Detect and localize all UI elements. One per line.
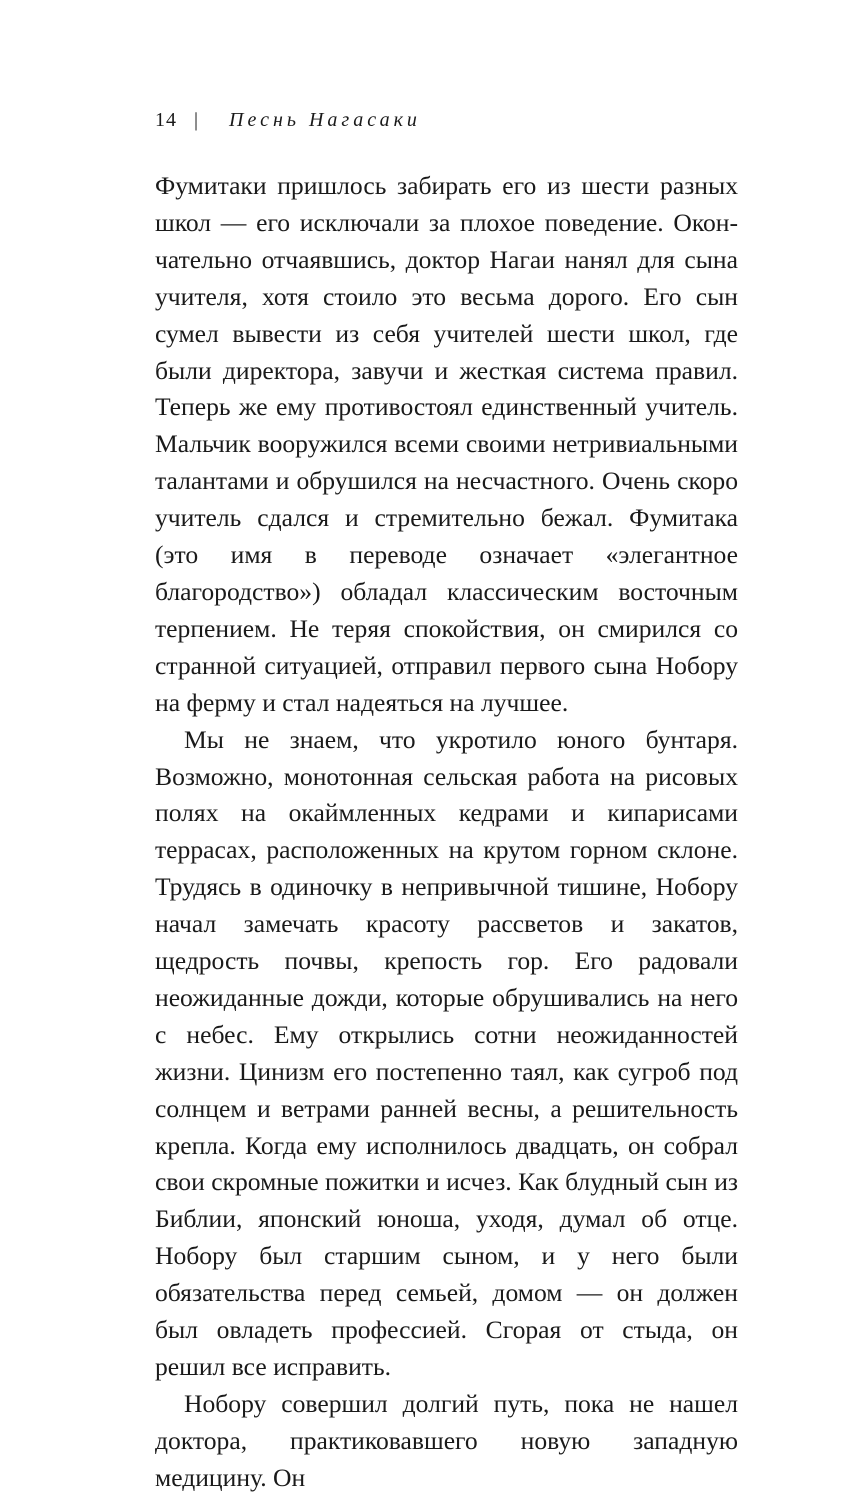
header-divider: | — [194, 109, 199, 131]
body-text — [155, 168, 738, 1497]
page-number: 14 — [155, 109, 177, 131]
paragraph-2: Мы не знаем, что укротило юного бунтаря. Возможно, монотонная сельская работа на рисовых полях на окаймленных кедрами и кипарисами террасах, расположенных на крутом горном склоне. Трудясь в одиночку в непривычной тишине, Нобору начал замечать красоту рассветов и закатов, щедрость почвы, крепость гор. Его радовали неожиданные дожди, которые обрушивались на него с небес. Ему открылись сотни неожиданностей жизни. Цинизм его постепенно таял, как сугроб под солнцем и ветрами ранней весны, а решительность крепла. Когда ему исполнилось двадцать, он собрал свои скромные пожитки и исчез. Как блудный сын из Библии, японский юноша, уходя, думал об отце. Нобору был старшим сыном, и у него были обязательства перед семьей, домом — он должен был овладеть профессией. Сгорая от стыда, он решил все исправить. — [155, 724, 738, 1381]
book-title: Песнь Нагасаки — [229, 109, 421, 131]
running-head — [155, 106, 421, 134]
paragraph-3: Нобору совершил долгий путь, пока не нашел доктора, практиковавшего новую западную медицину. Он — [155, 1388, 738, 1492]
paragraph-1: Фумитаки пришлось забирать его из шести разных школ — его исключали за плохое поведение. Окончательно отчаявшись, доктор Нагаи нанял для сына учителя, хотя стоило это весьма дорого. Его сын сумел вывести из себя учителей шести школ, где были директора, завучи и жесткая система правил. Теперь же ему противостоял единственный учитель. Мальчик вооружился всеми своими нетривиальными талантами и обрушился на несчастного. Очень скоро учитель сдался и стремительно бежал. Фумитака (это имя в переводе означает «элегантное благородство») обладал классическим восточным терпением. Не теряя спокойствия, он смирился со странной ситуацией, отправил первого сына Нобору на ферму и стал надеяться на лучшее. — [155, 171, 738, 717]
